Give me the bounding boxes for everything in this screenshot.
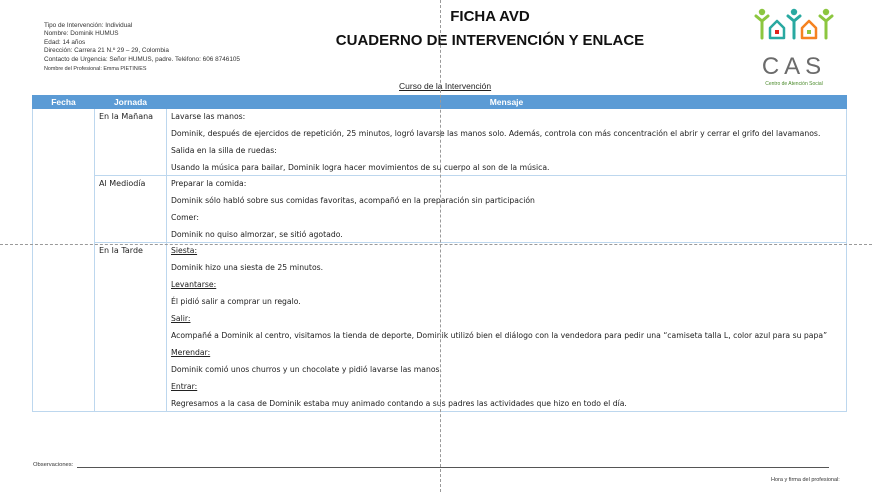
client-age: Edad: 14 años xyxy=(44,38,86,46)
emergency-contact: Contacto de Urgencia: Señor HUMUS, padre. Teléfono: 606 8746105 xyxy=(44,55,240,63)
entry-heading: Salida en la silla de ruedas: xyxy=(171,146,277,155)
entry-text: Dominik comió unos churros y un chocolate y pidió lavarse las manos. xyxy=(171,365,442,374)
entry-text: Dominik, después de ejercidos de repetición, 25 minutos, logró lavarse las manos solo. Además, controla con más concentración el abrir y cerrar el grifo del lavamanos. xyxy=(171,129,821,138)
document-title: FICHA AVD xyxy=(450,8,530,25)
mensaje-cell xyxy=(167,243,847,412)
client-address: Dirección: Carrera 21 N.º 29 – 29, Colombia xyxy=(44,47,169,55)
entry-text: Dominik hizo una siesta de 25 minutos. xyxy=(171,263,324,272)
entry-heading: Levantarse: xyxy=(171,280,217,289)
column-header-jornada: Jornada xyxy=(95,96,167,109)
logo-text: CAS xyxy=(761,53,827,80)
professional-name: Nombre del Profesional: Emma PIETIN/ES xyxy=(44,66,147,73)
jornada-cell: Al Mediodía xyxy=(95,176,167,243)
table-row xyxy=(33,176,847,243)
column-header-mensaje: Mensaje xyxy=(167,96,847,109)
entry-heading: Siesta: xyxy=(171,246,198,255)
entry-heading: Lavarse las manos: xyxy=(171,112,246,121)
table-header-row xyxy=(33,96,847,109)
entry-text: Él pidió salir a comprar un regalo. xyxy=(171,297,301,306)
jornada-cell: En la Tarde xyxy=(95,243,167,412)
entry-heading: Salir: xyxy=(171,314,191,323)
observaciones-line xyxy=(77,467,829,468)
entry-text: Dominik sólo habló sobre sus comidas favoritas, acompañó en la preparación sin participación xyxy=(171,196,535,205)
course-label: Curso de la Intervención xyxy=(399,81,492,91)
observaciones-label: Observaciones: xyxy=(33,462,74,468)
column-header-fecha: Fecha xyxy=(33,96,95,109)
table-row xyxy=(33,243,847,412)
intervention-table xyxy=(32,95,847,412)
entry-heading: Merendar: xyxy=(171,348,211,357)
cas-logo xyxy=(754,6,834,90)
entry-heading: Entrar: xyxy=(171,382,198,391)
entry-text: Regresamos a la casa de Dominik estaba muy animado contando a sus padres las actividades que hizo en todo el día. xyxy=(171,399,627,408)
fecha-cell xyxy=(33,109,95,412)
jornada-cell: En la Mañana xyxy=(95,109,167,176)
entry-text: Acompañé a Dominik al centro, visitamos la tienda de deporte, Dominik utilizó bien el diálogo con la vendedora para pedir una “camiseta talla L, color azul para su papa” xyxy=(171,331,828,340)
firma-label: Hora y firma del profesional: xyxy=(771,477,840,483)
table-row xyxy=(33,109,847,176)
entry-heading: Preparar la comida: xyxy=(171,179,247,188)
entry-text: Dominik no quiso almorzar, se sitió agotado. xyxy=(171,230,343,239)
entry-heading: Comer: xyxy=(171,213,199,222)
people-houses-icon xyxy=(754,6,834,52)
intervention-type: Tipo de Intervención: Individual xyxy=(44,22,133,29)
mensaje-cell xyxy=(167,176,847,243)
entry-text: Usando la música para bailar, Dominik logra hacer movimientos de su cuerpo al son de la música. xyxy=(171,163,550,172)
mensaje-cell xyxy=(167,109,847,176)
logo-subtitle: Centro de Atención Social xyxy=(765,81,823,87)
client-info xyxy=(44,22,240,73)
client-name: Nombre: Dominik HUMUS xyxy=(44,30,119,38)
document-subtitle: CUADERNO DE INTERVENCIÓN Y ENLACE xyxy=(335,32,645,49)
